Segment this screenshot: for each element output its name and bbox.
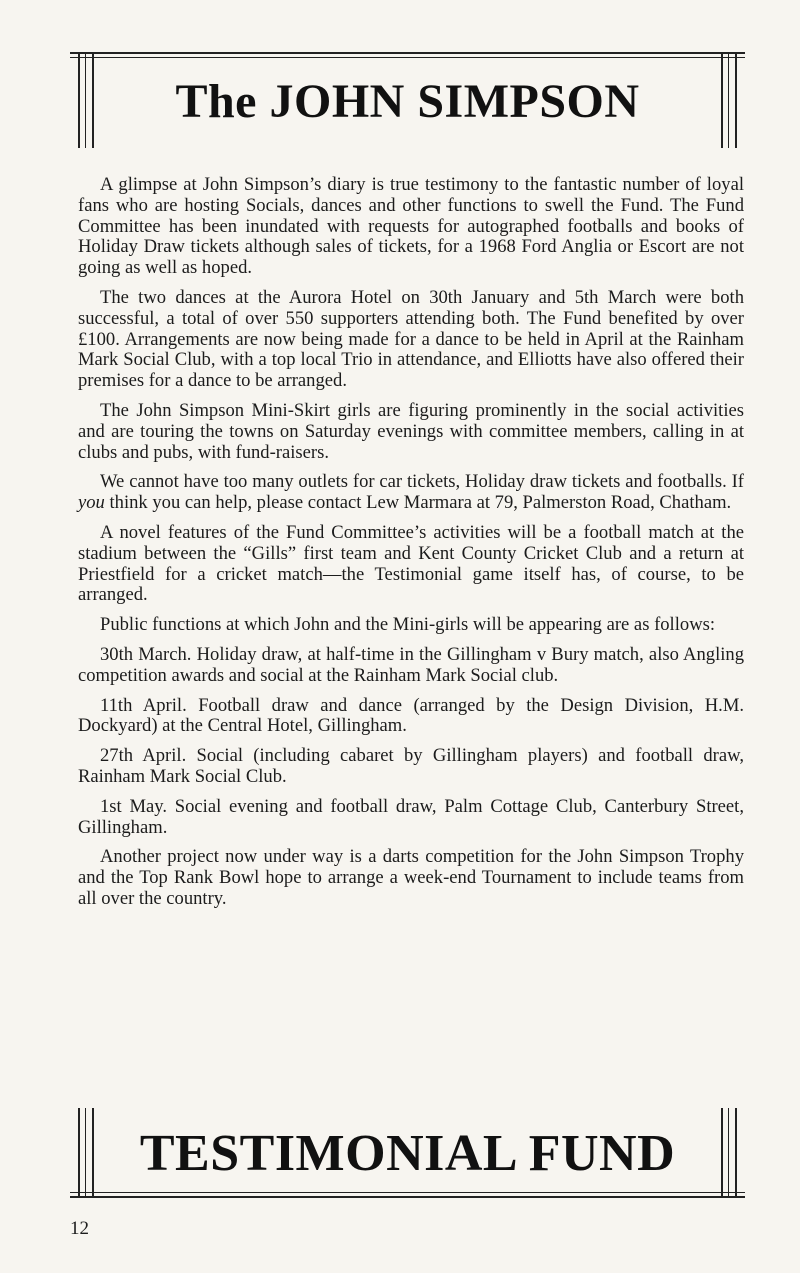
paragraph-closing: Another project now under way is a darts competition for the John Simpson Trophy and the Top Rank Bowl hope to arrange a week-end Tournament to include teams from all over the country. <box>78 846 744 909</box>
paragraph-4-after: think you can help, please contact Lew Marmara at 79, Palmerston Road, Chatham. <box>104 492 732 514</box>
paragraph-4-before: We cannot have too many outlets for car tickets, Holiday draw tickets and footballs. If <box>100 471 744 493</box>
article-body <box>78 175 744 919</box>
footer-frame <box>70 1108 745 1198</box>
title-frame <box>70 52 745 148</box>
event-27-april: 27th April. Social (including cabaret by Gillingham players) and football draw, Rainham Mark Social Club. <box>78 745 744 787</box>
paragraph-5: A novel features of the Fund Committee’s activities will be a football match at the stadium between the “Gills” first team and Kent County Cricket Club and a return at Priestfield for a cricket match—the Testimonial game itself has, of course, to be arranged. <box>78 521 744 606</box>
page-title: The JOHN SIMPSON <box>175 75 640 128</box>
paragraph-4-emphasis: you <box>78 492 105 514</box>
paragraph-2: The two dances at the Aurora Hotel on 30th January and 5th March were both successful, a total of over 550 supporters attending both. The Fund benefited by over £100. Arrangements are now being made for a dance to be held in April at the Rainham Mark Social Club, with a top local Trio in attendance, and Elliotts have also offered their premises for a dance to be arranged. <box>78 286 744 392</box>
event-11-april: 11th April. Football draw and dance (arranged by the Design Division, H.M. Dockyard) at the Central Hotel, Gillingham. <box>78 694 744 737</box>
footer-title: TESTIMONIAL FUND <box>139 1125 676 1182</box>
frame-top-rule <box>70 52 745 54</box>
paragraph-6: Public functions at which John and the Mini-girls will be appearing are as follows: <box>100 614 716 636</box>
paragraph-1: A glimpse at John Simpson’s diary is true testimony to the fantastic number of loyal fans who are hosting Socials, dances and other functions to swell the Fund. The Fund Committee has been inundated with requests for autographed footballs and books of Holiday Draw tickets although sales of tickets, for a 1968 Ford Anglia or Escort are not going as well as hoped. <box>78 174 744 279</box>
event-1-may: 1st May. Social evening and football draw, Palm Cottage Club, Canterbury Street, Gillingham. <box>78 795 744 838</box>
event-30-march: 30th March. Holiday draw, at half-time in the Gillingham v Bury match, also Angling competition awards and social at the Rainham Mark Social club. <box>78 643 744 686</box>
page-number: 12 <box>70 1218 89 1239</box>
paragraph-4 <box>78 472 744 514</box>
frame-bottom-rule <box>70 1196 745 1198</box>
paragraph-3: The John Simpson Mini-Skirt girls are figuring prominently in the social activities and are touring the towns on Saturday evenings with committee members, calling in at clubs and pubs, with fund-raisers. <box>78 399 744 463</box>
